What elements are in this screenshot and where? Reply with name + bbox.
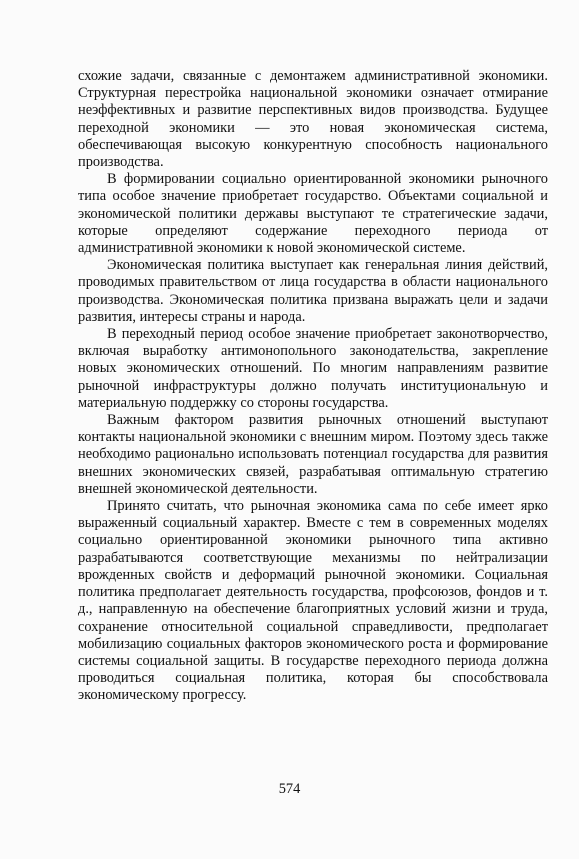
paragraph-2: В формировании социально ориентированной экономики рыночного типа особое значение приобретает государство. Объектами социальной и экономической политики державы выступают те стратегические задачи, которые определяют содержание переходного периода от административной экономики к новой экономической системе. [78,171,548,257]
paragraph-4: В переходный период особое значение приобретает законотворчество, включая выработку антимонопольного законодательства, закрепление новых экономических отношений. По многим направлениям развитие рыночной инфраструктуры должно получать институциональную и материальную поддержку со стороны государства. [78,326,548,411]
paragraph-6: Принято считать, что рыночная экономика сама по себе имеет ярко выраженный социальный характер. Вместе с тем в современных моделях социально ориентированной экономики рыночного типа активно разрабатываются соответствующие механизмы по нейтрализации врожденных свойств и деформаций рыночной экономики. Социальная политика предполагает деятельность государства, профсоюзов, фондов и т. д., направленную на обеспечение благоприятных условий жизни и труда, сохранение относительной социальной справедливости, предполагает мобилизацию социальных факторов экономического роста и формирование системы социальной защиты. В государстве переходного периода должна проводиться социальная политика, которая бы способствовала экономическому прогрессу. [78,498,548,704]
paragraph-1: схожие задачи, связанные с демонтажем административной экономики. Структурная перестройка национальной экономики означает отмирание неэффективных и развитие перспективных видов производства. Будущее переходной экономики — это новая экономическая система, обеспечивающая высокую конкурентную способность национального производства. [78,68,548,171]
body-text [78,68,548,705]
paragraph-3: Экономическая политика выступает как генеральная линия действий, проводимых правительством от лица государства в области национального производства. Экономическая политика призвана выражать цели и задачи развития, интересы страны и народа. [78,257,548,325]
paragraph-5: Важным фактором развития рыночных отношений выступают контакты национальной экономики с внешним миром. Поэтому здесь также необходимо рационально использовать потенциал государства для развития внешних экономических связей, разрабатывая оптимальную стратегию внешней экономической деятельности. [78,412,548,497]
page-number: 574 [278,781,301,797]
